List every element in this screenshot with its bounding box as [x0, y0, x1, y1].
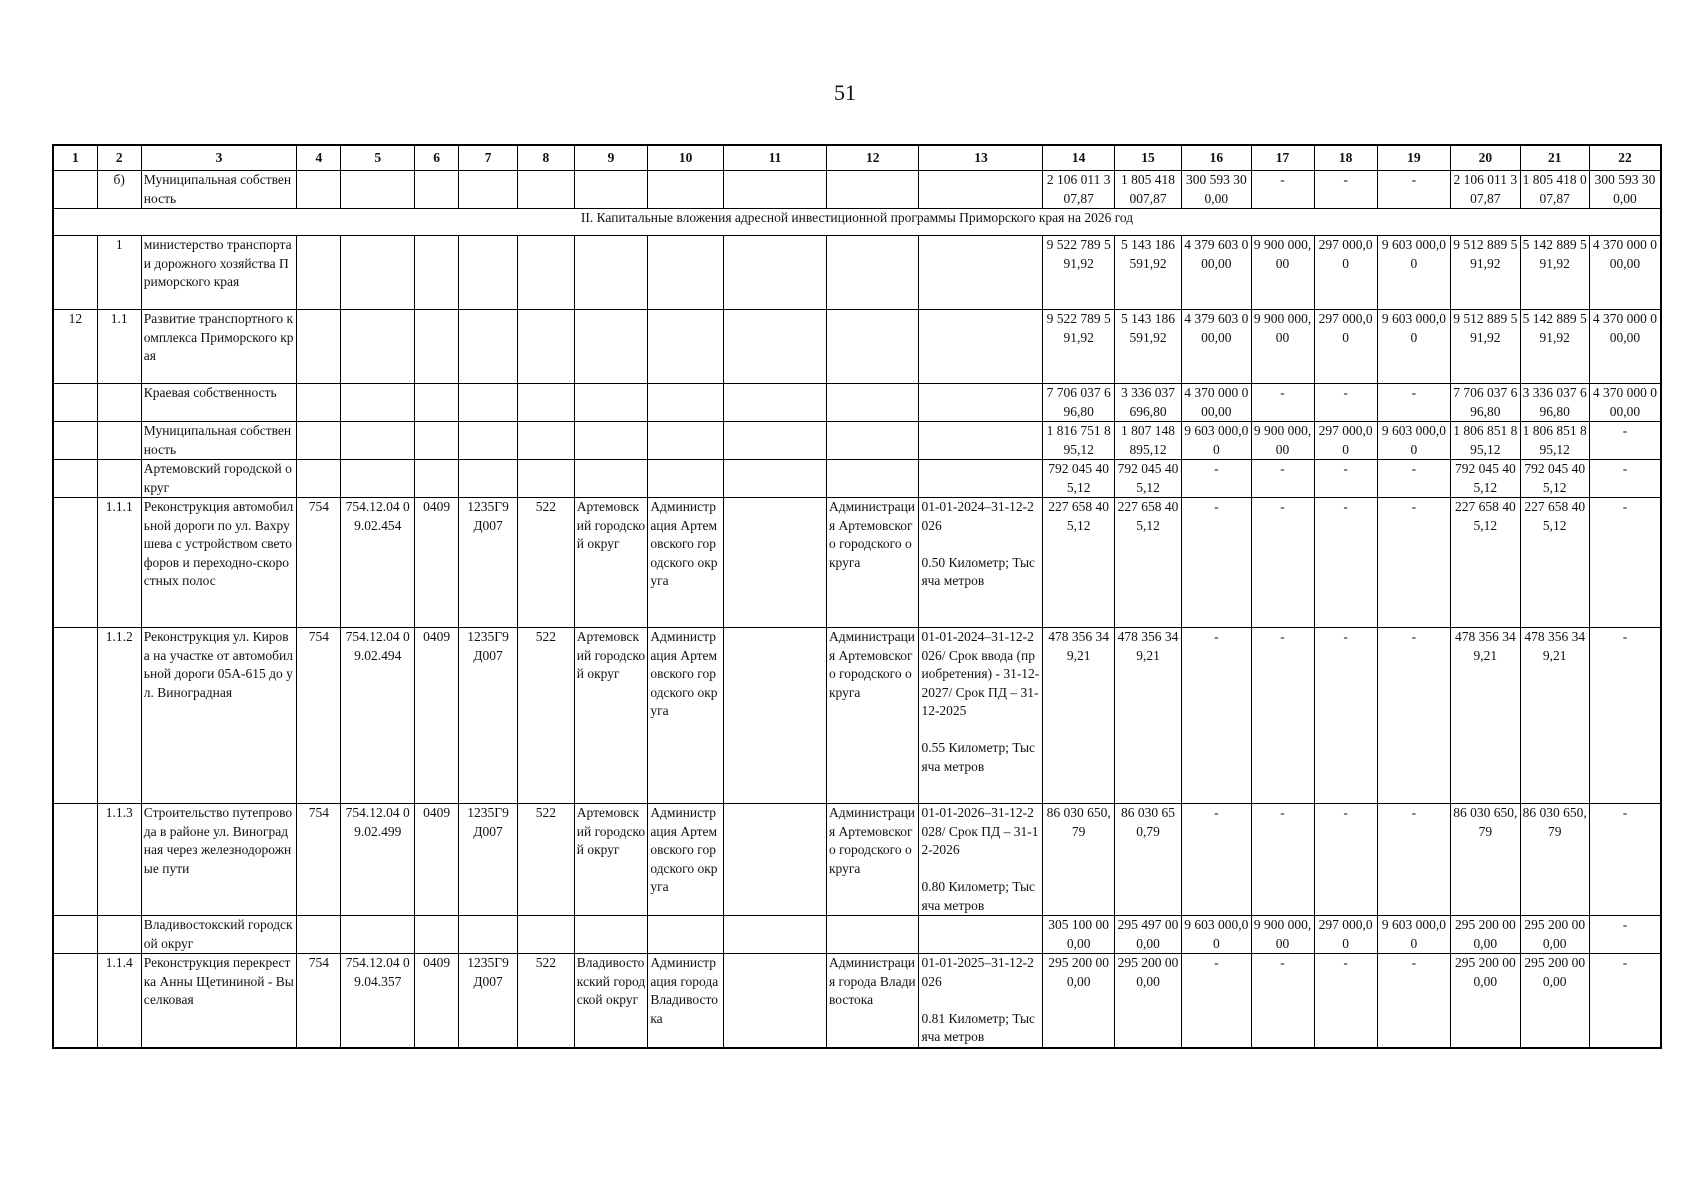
cell-col-21: 478 356 349,21 — [1520, 628, 1589, 804]
section-row — [53, 209, 1661, 236]
cell-col-4 — [297, 460, 341, 498]
cell-col-13 — [919, 310, 1043, 384]
cell-col-4 — [297, 310, 341, 384]
cell-col-20: 295 200 000,00 — [1451, 916, 1520, 954]
column-header-13: 13 — [919, 145, 1043, 171]
cell-col-6 — [415, 422, 459, 460]
cell-col-9: Артемовский городской округ — [574, 804, 648, 916]
cell-col-11 — [723, 916, 826, 954]
cell-col-16: 9 603 000,00 — [1182, 422, 1251, 460]
cell-col-5 — [341, 236, 415, 310]
table-row — [53, 498, 1661, 628]
cell-col-19: - — [1377, 498, 1451, 628]
cell-col-19: - — [1377, 628, 1451, 804]
cell-col-1 — [53, 422, 97, 460]
cell-col-22: - — [1589, 422, 1661, 460]
cell-col-6 — [415, 916, 459, 954]
cell-col-20: 295 200 000,00 — [1451, 954, 1520, 1048]
cell-col-3: Реконструкция ул. Кирова на участке от автомобильной дороги 05А-615 до ул. Виноградная — [141, 628, 297, 804]
cell-col-11 — [723, 236, 826, 310]
cell-col-7: 1235Г9 Д007 — [459, 498, 518, 628]
cell-col-12: Администрация Артемовского городского округа — [826, 628, 918, 804]
cell-col-6: 0409 — [415, 954, 459, 1048]
cell-col-12: Администрация Артемовского городского округа — [826, 498, 918, 628]
cell-col-10 — [648, 460, 724, 498]
cell-col-8: 522 — [518, 628, 575, 804]
cell-col-10 — [648, 384, 724, 422]
cell-col-13 — [919, 236, 1043, 310]
cell-col-20: 478 356 349,21 — [1451, 628, 1520, 804]
cell-col-12 — [826, 236, 918, 310]
cell-col-20: 9 512 889 591,92 — [1451, 310, 1520, 384]
cell-col-5 — [341, 384, 415, 422]
cell-col-19: - — [1377, 954, 1451, 1048]
cell-col-9: Артемовский городской округ — [574, 498, 648, 628]
cell-col-2: 1.1.3 — [97, 804, 141, 916]
cell-col-3: Реконструкция перекрестка Анны Щетининой - Выселковая — [141, 954, 297, 1048]
cell-col-16: 300 593 300,00 — [1182, 171, 1251, 209]
cell-col-19: 9 603 000,00 — [1377, 236, 1451, 310]
cell-col-7: 1235Г9 Д007 — [459, 804, 518, 916]
cell-col-15: 3 336 037 696,80 — [1114, 384, 1181, 422]
cell-col-9 — [574, 422, 648, 460]
cell-col-5 — [341, 422, 415, 460]
cell-col-11 — [723, 171, 826, 209]
cell-col-22: - — [1589, 954, 1661, 1048]
cell-col-8: 522 — [518, 498, 575, 628]
cell-col-22: - — [1589, 498, 1661, 628]
cell-col-15: 86 030 650,79 — [1114, 804, 1181, 916]
cell-col-6 — [415, 460, 459, 498]
table-row — [53, 804, 1661, 916]
cell-col-20: 7 706 037 696,80 — [1451, 384, 1520, 422]
cell-col-18: - — [1314, 171, 1377, 209]
cell-col-11 — [723, 498, 826, 628]
cell-col-9 — [574, 916, 648, 954]
column-header-2: 2 — [97, 145, 141, 171]
cell-col-21: 1 806 851 895,12 — [1520, 422, 1589, 460]
cell-col-15: 5 143 186 591,92 — [1114, 310, 1181, 384]
cell-col-5 — [341, 460, 415, 498]
column-header-22: 22 — [1589, 145, 1661, 171]
cell-col-14: 86 030 650,79 — [1043, 804, 1114, 916]
cell-col-21: 227 658 405,12 — [1520, 498, 1589, 628]
cell-col-4: 754 — [297, 498, 341, 628]
cell-col-11 — [723, 804, 826, 916]
cell-col-9 — [574, 310, 648, 384]
cell-col-1 — [53, 384, 97, 422]
cell-col-16: 4 379 603 000,00 — [1182, 236, 1251, 310]
cell-col-14: 2 106 011 307,87 — [1043, 171, 1114, 209]
cell-col-11 — [723, 384, 826, 422]
column-number-header — [53, 145, 1661, 171]
cell-col-12: Администрация Артемовского городского округа — [826, 804, 918, 916]
cell-col-4 — [297, 916, 341, 954]
cell-col-19: - — [1377, 171, 1451, 209]
column-header-17: 17 — [1251, 145, 1314, 171]
cell-col-3: министерство транспорта и дорожного хозяйства Приморского края — [141, 236, 297, 310]
cell-col-7 — [459, 384, 518, 422]
cell-col-20: 1 806 851 895,12 — [1451, 422, 1520, 460]
cell-col-17: 9 900 000,00 — [1251, 236, 1314, 310]
cell-col-14: 7 706 037 696,80 — [1043, 384, 1114, 422]
cell-col-14: 792 045 405,12 — [1043, 460, 1114, 498]
cell-col-21: 1 805 418 007,87 — [1520, 171, 1589, 209]
cell-col-11 — [723, 460, 826, 498]
cell-col-17: - — [1251, 171, 1314, 209]
cell-col-7 — [459, 422, 518, 460]
cell-col-15: 792 045 405,12 — [1114, 460, 1181, 498]
cell-col-13: 01-01-2024–31-12-2026 0.50 Километр; Тысяча метров — [919, 498, 1043, 628]
cell-col-7: 1235Г9 Д007 — [459, 954, 518, 1048]
cell-col-10: Администрация Артемовского городского округа — [648, 804, 724, 916]
cell-col-17: - — [1251, 460, 1314, 498]
cell-col-1 — [53, 954, 97, 1048]
cell-col-1 — [53, 236, 97, 310]
cell-col-16: - — [1182, 954, 1251, 1048]
cell-col-5 — [341, 916, 415, 954]
table-row — [53, 916, 1661, 954]
column-header-16: 16 — [1182, 145, 1251, 171]
cell-col-9: Владивостокский городской округ — [574, 954, 648, 1048]
cell-col-8 — [518, 384, 575, 422]
cell-col-16: - — [1182, 498, 1251, 628]
cell-col-14: 478 356 349,21 — [1043, 628, 1114, 804]
cell-col-8 — [518, 236, 575, 310]
column-header-10: 10 — [648, 145, 724, 171]
cell-col-4 — [297, 384, 341, 422]
cell-col-14: 295 200 000,00 — [1043, 954, 1114, 1048]
cell-col-18: 297 000,00 — [1314, 916, 1377, 954]
cell-col-19: 9 603 000,00 — [1377, 916, 1451, 954]
column-header-19: 19 — [1377, 145, 1451, 171]
cell-col-10 — [648, 310, 724, 384]
cell-col-13: 01-01-2026–31-12-2028/ Срок ПД – 31-12-2026 0.80 Километр; Тысяча метров — [919, 804, 1043, 916]
column-header-18: 18 — [1314, 145, 1377, 171]
cell-col-16: 4 379 603 000,00 — [1182, 310, 1251, 384]
column-header-14: 14 — [1043, 145, 1114, 171]
cell-col-4 — [297, 422, 341, 460]
cell-col-15: 478 356 349,21 — [1114, 628, 1181, 804]
cell-col-8 — [518, 422, 575, 460]
cell-col-6: 0409 — [415, 804, 459, 916]
cell-col-13: 01-01-2024–31-12-2026/ Срок ввода (приобретения) - 31-12-2027/ Срок ПД – 31-12-2025 0.55 Километр; Тысяча метров — [919, 628, 1043, 804]
cell-col-18: - — [1314, 498, 1377, 628]
cell-col-22: 4 370 000 000,00 — [1589, 310, 1661, 384]
cell-col-1: 12 — [53, 310, 97, 384]
cell-col-17: 9 900 000,00 — [1251, 916, 1314, 954]
cell-col-17: - — [1251, 954, 1314, 1048]
cell-col-20: 227 658 405,12 — [1451, 498, 1520, 628]
cell-col-21: 792 045 405,12 — [1520, 460, 1589, 498]
table-row — [53, 171, 1661, 209]
cell-col-7 — [459, 916, 518, 954]
column-header-3: 3 — [141, 145, 297, 171]
cell-col-10: Администрация города Владивостока — [648, 954, 724, 1048]
cell-col-5 — [341, 310, 415, 384]
cell-col-11 — [723, 310, 826, 384]
cell-col-1 — [53, 498, 97, 628]
table-row — [53, 628, 1661, 804]
cell-col-2 — [97, 460, 141, 498]
table-row — [53, 954, 1661, 1048]
cell-col-1 — [53, 628, 97, 804]
cell-col-19: - — [1377, 460, 1451, 498]
cell-col-2 — [97, 422, 141, 460]
cell-col-8 — [518, 310, 575, 384]
cell-col-3: Развитие транспортного комплекса Приморского края — [141, 310, 297, 384]
cell-col-17: 9 900 000,00 — [1251, 310, 1314, 384]
column-header-11: 11 — [723, 145, 826, 171]
cell-col-6: 0409 — [415, 498, 459, 628]
table-row — [53, 422, 1661, 460]
cell-col-1 — [53, 804, 97, 916]
cell-col-3: Муниципальная собственность — [141, 171, 297, 209]
cell-col-22: - — [1589, 460, 1661, 498]
cell-col-12 — [826, 384, 918, 422]
cell-col-10: Администрация Артемовского городского округа — [648, 628, 724, 804]
cell-col-15: 1 805 418 007,87 — [1114, 171, 1181, 209]
cell-col-8: 522 — [518, 804, 575, 916]
cell-col-15: 227 658 405,12 — [1114, 498, 1181, 628]
cell-col-2: 1.1.2 — [97, 628, 141, 804]
cell-col-18: - — [1314, 384, 1377, 422]
cell-col-4: 754 — [297, 628, 341, 804]
cell-col-10: Администрация Артемовского городского округа — [648, 498, 724, 628]
cell-col-22: - — [1589, 916, 1661, 954]
table-row — [53, 460, 1661, 498]
cell-col-13 — [919, 384, 1043, 422]
table-row — [53, 310, 1661, 384]
cell-col-12 — [826, 916, 918, 954]
column-header-20: 20 — [1451, 145, 1520, 171]
cell-col-4 — [297, 171, 341, 209]
cell-col-22: 300 593 300,00 — [1589, 171, 1661, 209]
cell-col-7: 1235Г9 Д007 — [459, 628, 518, 804]
cell-col-17: - — [1251, 498, 1314, 628]
column-header-8: 8 — [518, 145, 575, 171]
cell-col-10 — [648, 171, 724, 209]
cell-col-19: 9 603 000,00 — [1377, 422, 1451, 460]
cell-col-5: 754.12.04 09.02.454 — [341, 498, 415, 628]
cell-col-18: - — [1314, 460, 1377, 498]
cell-col-22: 4 370 000 000,00 — [1589, 384, 1661, 422]
cell-col-3: Строительство путепровода в районе ул. Виноградная через железнодорожные пути — [141, 804, 297, 916]
cell-col-13 — [919, 171, 1043, 209]
cell-col-10 — [648, 916, 724, 954]
column-header-12: 12 — [826, 145, 918, 171]
cell-col-7 — [459, 171, 518, 209]
cell-col-21: 5 142 889 591,92 — [1520, 236, 1589, 310]
cell-col-2 — [97, 384, 141, 422]
cell-col-3: Муниципальная собственность — [141, 422, 297, 460]
cell-col-9: Артемовский городской округ — [574, 628, 648, 804]
cell-col-17: 9 900 000,00 — [1251, 422, 1314, 460]
cell-col-3: Краевая собственность — [141, 384, 297, 422]
cell-col-17: - — [1251, 804, 1314, 916]
cell-col-21: 295 200 000,00 — [1520, 954, 1589, 1048]
cell-col-4: 754 — [297, 804, 341, 916]
cell-col-13 — [919, 460, 1043, 498]
cell-col-14: 9 522 789 591,92 — [1043, 310, 1114, 384]
cell-col-9 — [574, 171, 648, 209]
cell-col-13 — [919, 422, 1043, 460]
column-header-7: 7 — [459, 145, 518, 171]
cell-col-15: 1 807 148 895,12 — [1114, 422, 1181, 460]
cell-col-15: 295 497 000,00 — [1114, 916, 1181, 954]
cell-col-14: 305 100 000,00 — [1043, 916, 1114, 954]
table-row — [53, 236, 1661, 310]
cell-col-6 — [415, 236, 459, 310]
page-number: 51 — [834, 80, 856, 105]
cell-col-8 — [518, 460, 575, 498]
column-header-9: 9 — [574, 145, 648, 171]
cell-col-3: Владивостокский городской округ — [141, 916, 297, 954]
cell-col-20: 86 030 650,79 — [1451, 804, 1520, 916]
cell-col-16: 9 603 000,00 — [1182, 916, 1251, 954]
cell-col-18: 297 000,00 — [1314, 422, 1377, 460]
cell-col-15: 295 200 000,00 — [1114, 954, 1181, 1048]
cell-col-12 — [826, 171, 918, 209]
cell-col-7 — [459, 460, 518, 498]
cell-col-18: 297 000,00 — [1314, 236, 1377, 310]
cell-col-1 — [53, 460, 97, 498]
cell-col-6: 0409 — [415, 628, 459, 804]
column-header-21: 21 — [1520, 145, 1589, 171]
cell-col-12 — [826, 460, 918, 498]
cell-col-11 — [723, 954, 826, 1048]
cell-col-19: - — [1377, 804, 1451, 916]
cell-col-18: - — [1314, 954, 1377, 1048]
cell-col-13 — [919, 916, 1043, 954]
cell-col-12 — [826, 310, 918, 384]
column-header-5: 5 — [341, 145, 415, 171]
cell-col-22: - — [1589, 804, 1661, 916]
cell-col-1 — [53, 916, 97, 954]
cell-col-10 — [648, 236, 724, 310]
cell-col-20: 792 045 405,12 — [1451, 460, 1520, 498]
cell-col-5: 754.12.04 09.04.357 — [341, 954, 415, 1048]
cell-col-5: 754.12.04 09.02.494 — [341, 628, 415, 804]
column-header-4: 4 — [297, 145, 341, 171]
cell-col-3: Артемовский городской округ — [141, 460, 297, 498]
cell-col-7 — [459, 236, 518, 310]
cell-col-16: - — [1182, 460, 1251, 498]
cell-col-6 — [415, 384, 459, 422]
cell-col-11 — [723, 422, 826, 460]
cell-col-6 — [415, 310, 459, 384]
cell-col-2: 1.1.1 — [97, 498, 141, 628]
cell-col-8 — [518, 916, 575, 954]
cell-col-20: 9 512 889 591,92 — [1451, 236, 1520, 310]
cell-col-16: 4 370 000 000,00 — [1182, 384, 1251, 422]
cell-col-17: - — [1251, 628, 1314, 804]
cell-col-16: - — [1182, 628, 1251, 804]
cell-col-12: Администрация города Владивостока — [826, 954, 918, 1048]
table-row — [53, 384, 1661, 422]
cell-col-2: б) — [97, 171, 141, 209]
cell-col-8: 522 — [518, 954, 575, 1048]
cell-col-17: - — [1251, 384, 1314, 422]
cell-col-2: 1.1.4 — [97, 954, 141, 1048]
cell-col-5: 754.12.04 09.02.499 — [341, 804, 415, 916]
cell-col-7 — [459, 310, 518, 384]
cell-col-8 — [518, 171, 575, 209]
cell-col-11 — [723, 628, 826, 804]
cell-col-12 — [826, 422, 918, 460]
cell-col-9 — [574, 460, 648, 498]
column-header-6: 6 — [415, 145, 459, 171]
cell-col-3: Реконструкция автомобильной дороги по ул. Вахрушева с устройством светофоров и переходно-скоростных полос — [141, 498, 297, 628]
cell-col-16: - — [1182, 804, 1251, 916]
cell-col-13: 01-01-2025–31-12-2026 0.81 Километр; Тысяча метров — [919, 954, 1043, 1048]
column-header-1: 1 — [53, 145, 97, 171]
section-title: II. Капитальные вложения адресной инвестиционной программы Приморского края на 2026 год — [53, 209, 1661, 236]
cell-col-2 — [97, 916, 141, 954]
cell-col-5 — [341, 171, 415, 209]
cell-col-21: 3 336 037 696,80 — [1520, 384, 1589, 422]
cell-col-19: 9 603 000,00 — [1377, 310, 1451, 384]
cell-col-19: - — [1377, 384, 1451, 422]
cell-col-21: 5 142 889 591,92 — [1520, 310, 1589, 384]
cell-col-15: 5 143 186 591,92 — [1114, 236, 1181, 310]
cell-col-21: 86 030 650,79 — [1520, 804, 1589, 916]
cell-col-14: 1 816 751 895,12 — [1043, 422, 1114, 460]
cell-col-22: - — [1589, 628, 1661, 804]
cell-col-14: 9 522 789 591,92 — [1043, 236, 1114, 310]
cell-col-4 — [297, 236, 341, 310]
cell-col-18: 297 000,00 — [1314, 310, 1377, 384]
cell-col-2: 1.1 — [97, 310, 141, 384]
column-header-15: 15 — [1114, 145, 1181, 171]
cell-col-1 — [53, 171, 97, 209]
cell-col-21: 295 200 000,00 — [1520, 916, 1589, 954]
cell-col-18: - — [1314, 628, 1377, 804]
cell-col-22: 4 370 000 000,00 — [1589, 236, 1661, 310]
cell-col-4: 754 — [297, 954, 341, 1048]
cell-col-9 — [574, 384, 648, 422]
cell-col-14: 227 658 405,12 — [1043, 498, 1114, 628]
cell-col-2: 1 — [97, 236, 141, 310]
cell-col-18: - — [1314, 804, 1377, 916]
investment-program-table — [52, 144, 1662, 1049]
cell-col-20: 2 106 011 307,87 — [1451, 171, 1520, 209]
cell-col-10 — [648, 422, 724, 460]
cell-col-6 — [415, 171, 459, 209]
cell-col-9 — [574, 236, 648, 310]
